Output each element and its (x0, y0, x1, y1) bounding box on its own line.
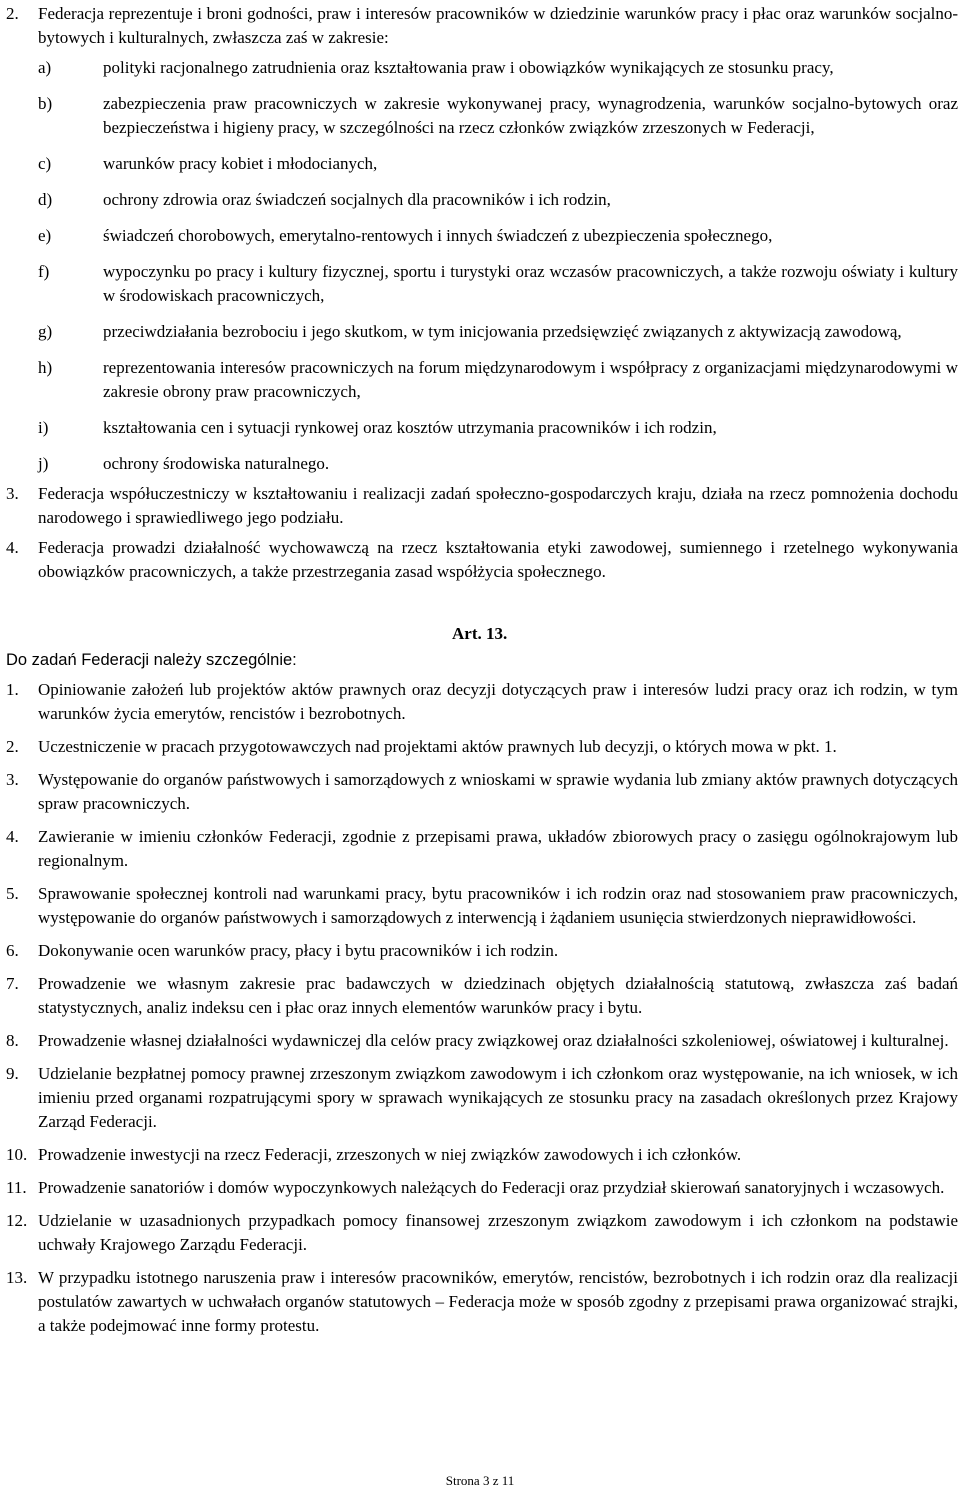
article-intro: Do zadań Federacji należy szczególnie: (6, 651, 297, 669)
article-item-10 (6, 1143, 958, 1167)
item-text: Prowadzenie inwestycji na rzecz Federacji, zrzeszonych w niej związków zawodowych i ich członków. (38, 1145, 742, 1164)
subitem-label: i) (38, 418, 49, 437)
section-text: Federacja współuczestniczy w kształtowaniu i realizacji zadań społeczno-gospodarczych kraju, działa na rzecz pomnożenia dochodu narodowego i sprawiedliwego jego podziału. (38, 484, 958, 527)
item-number: 2. (6, 737, 19, 756)
item-number: 12. (6, 1211, 28, 1230)
subitem-label: e) (38, 226, 52, 245)
subitem-text: ochrony zdrowia oraz świadczeń socjalnych dla pracowników i ich rodzin, (103, 190, 611, 209)
item-text: Udzielanie w uzasadnionych przypadkach pomocy finansowej zrzeszonym związkom zawodowym i ich członkom na podstawie uchwały Krajowego Zarządu Federacji. (38, 1211, 958, 1254)
item-number: 3. (6, 770, 19, 789)
subitem-e (38, 224, 958, 248)
item-text: Sprawowanie społecznej kontroli nad warunkami pracy, bytu pracowników i ich rodzin oraz nad stosowaniem praw pracowniczych, występowanie do organów państwowych i samorządowych z interwencją i żądaniem usunięcia stwierdzonych nieprawidłowości. (38, 884, 958, 927)
subitem-label: d) (38, 190, 53, 209)
subitem-text: wypoczynku po pracy i kultury fizycznej, sportu i turystyki oraz wczasów pracowniczych, a także rozwoju oświaty i kultury w środowiskach pracowniczych, (103, 262, 958, 305)
subitem-text: warunków pracy kobiet i młodocianych, (103, 154, 378, 173)
article-title: Art. 13. (452, 624, 508, 643)
item-text: W przypadku istotnego naruszenia praw i interesów pracowników, emerytów, rencistów, bezrobotnych i ich rodzin oraz dla realizacji postulatów zawartych w uchwałach organów statutowych – Federacja może w sposób zgodny z przepisami prawa organizować strajki, a także podejmować inne formy protestu. (38, 1268, 958, 1335)
item-number: 1. (6, 680, 19, 699)
page-footer: Strona 3 z 11 (445, 1473, 515, 1488)
article-item-13 (6, 1266, 958, 1338)
section-text: Federacja prowadzi działalność wychowawczą na rzecz kształtowania etyki zawodowej, sumiennego i rzetelnego wykonywania obowiązków pracowniczych, a także przestrzegania zasad współżycia społecznego. (38, 538, 958, 581)
item-number: 9. (6, 1064, 19, 1083)
section-number: 4. (6, 538, 19, 557)
item-text: Zawieranie w imieniu członków Federacji, zgodnie z przepisami prawa, układów zbiorowych pracy o zasięgu ogólnokrajowym lub regionalnym. (38, 827, 958, 870)
subitem-j (38, 452, 958, 476)
section-4 (6, 536, 958, 584)
article-item-2 (6, 735, 958, 759)
subitem-text: przeciwdziałania bezrobociu i jego skutkom, w tym inicjowania przedsięwzięć związanych z aktywizacją zawodową, (103, 322, 902, 341)
subitem-text: ochrony środowiska naturalnego. (103, 454, 330, 473)
subitem-text: reprezentowania interesów pracowniczych na forum międzynarodowym i współpracy z organizacjami międzynarodowymi w zakresie obrony praw pracowniczych, (103, 358, 958, 401)
item-number: 8. (6, 1031, 19, 1050)
item-number: 5. (6, 884, 19, 903)
subitem-d (38, 188, 958, 212)
item-text: Udzielanie bezpłatnej pomocy prawnej zrzeszonym związkom zawodowym i ich członkom oraz występowanie, na ich wniosek, w ich imieniu przed organami rozpatrującymi spory w sprawach wynikających ze stosunku pracy na zasadach określonych przez Krajowy Zarząd Federacji. (38, 1064, 958, 1131)
article-item-12 (6, 1209, 958, 1257)
subitem-label: a) (38, 58, 52, 77)
article-item-6 (6, 939, 958, 963)
subitem-a (38, 56, 958, 80)
subitem-label: g) (38, 322, 53, 341)
subitem-text: polityki racjonalnego zatrudnienia oraz kształtowania praw i obowiązków wynikających ze stosunku pracy, (103, 58, 834, 77)
subitem-label: f) (38, 262, 50, 281)
subitem-i (38, 416, 958, 440)
article-item-8 (6, 1029, 958, 1053)
article-item-11 (6, 1176, 958, 1200)
section-number: 2. (6, 4, 19, 23)
subitem-text: zabezpieczenia praw pracowniczych w zakresie wykonywanej pracy, wynagrodzenia, warunków socjalno-bytowych oraz bezpieczeństwa i higieny pracy, w szczególności na rzecz członków związków zrzeszonych w Federacji, (103, 94, 958, 137)
item-number: 6. (6, 941, 19, 960)
item-number: 10. (6, 1145, 28, 1164)
subitem-text: świadczeń chorobowych, emerytalno-rentowych i innych świadczeń z ubezpieczenia społecznego, (103, 226, 773, 245)
article-item-7 (6, 972, 958, 1020)
subitem-f (38, 260, 958, 308)
section-2 (6, 2, 958, 50)
subitem-label: h) (38, 358, 53, 377)
document-page (6, 0, 958, 1338)
item-number: 11. (6, 1178, 27, 1197)
item-text: Prowadzenie we własnym zakresie prac badawczych w dziedzinach objętych działalnością statutową, zwłaszcza zaś badań statystycznych, analiz indeksu cen i płac oraz innych elementów warunków pracy i bytu. (38, 974, 958, 1017)
subitem-c (38, 152, 958, 176)
subitem-label: j) (38, 454, 49, 473)
subitem-list (6, 56, 958, 476)
section-intro: Federacja reprezentuje i broni godności, praw i interesów pracowników w dziedzinie warunków pracy i płac oraz warunków socjalno-bytowych i kulturalnych, zwłaszcza zaś w zakresie: (38, 4, 958, 47)
section-3 (6, 482, 958, 530)
article-item-3 (6, 768, 958, 816)
subitem-h (38, 356, 958, 404)
subitem-label: b) (38, 94, 53, 113)
item-number: 4. (6, 827, 19, 846)
subitem-g (38, 320, 958, 344)
subitem-label: c) (38, 154, 52, 173)
item-number: 7. (6, 974, 19, 993)
item-text: Prowadzenie własnej działalności wydawniczej dla celów pracy związkowej oraz działalności szkoleniowej, oświatowej i kulturalnej. (38, 1031, 949, 1050)
item-text: Opiniowanie założeń lub projektów aktów prawnych oraz decyzji dotyczących praw i interesów ludzi pracy oraz ich rodzin, w tym warunków życia emerytów, rencistów i bezrobotnych. (38, 680, 958, 723)
article-item-1 (6, 678, 958, 726)
article-item-9 (6, 1062, 958, 1134)
item-text: Uczestniczenie w pracach przygotowawczych nad projektami aktów prawnych lub decyzji, o których mowa w pkt. 1. (38, 737, 837, 756)
article-item-4 (6, 825, 958, 873)
item-number: 13. (6, 1268, 28, 1287)
item-text: Występowanie do organów państwowych i samorządowych z wnioskami w sprawie wydania lub zmiany aktów prawnych dotyczących spraw pracowniczych. (38, 770, 958, 813)
article-items (6, 678, 958, 1338)
section-number: 3. (6, 484, 19, 503)
item-text: Dokonywanie ocen warunków pracy, płacy i bytu pracowników i ich rodzin. (38, 941, 559, 960)
article-item-5 (6, 882, 958, 930)
item-text: Prowadzenie sanatoriów i domów wypoczynkowych należących do Federacji oraz przydział skierowań sanatoryjnych i wczasowych. (38, 1178, 945, 1197)
subitem-b (38, 92, 958, 140)
subitem-text: kształtowania cen i sytuacji rynkowej oraz kosztów utrzymania pracowników i ich rodzin, (103, 418, 717, 437)
